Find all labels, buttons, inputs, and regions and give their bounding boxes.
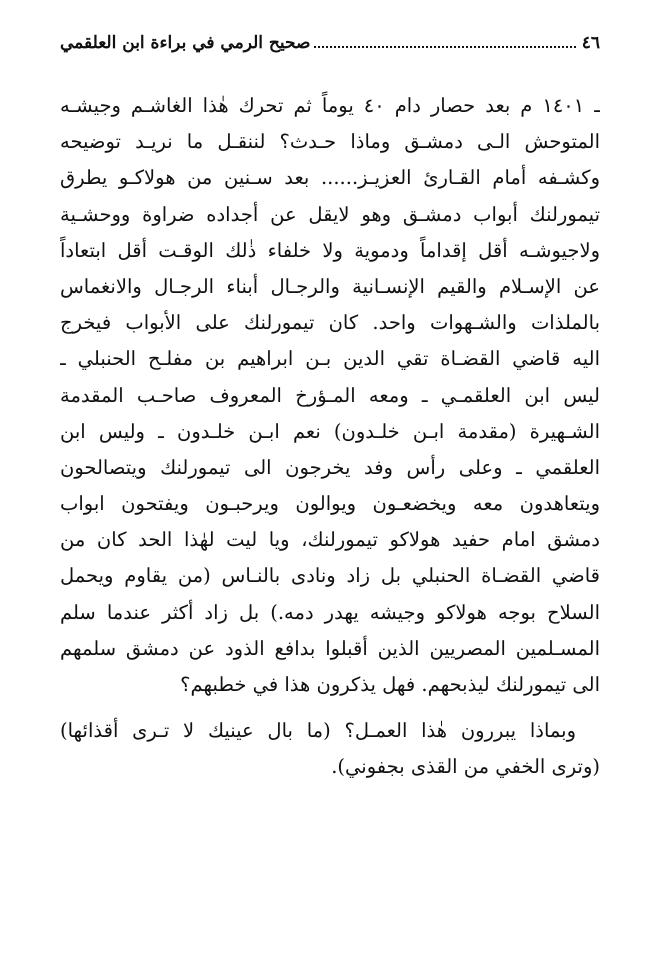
text-line: قاضي القضـاة الحنبلي بل زاد ونادى بالنـاس (من يقاوم ويحمل: [60, 564, 600, 588]
paragraph-2: [60, 713, 600, 785]
text-line: الى تيمورلنك ليذبحهم. فهل يذكرون هذا في خطبهم؟: [180, 673, 600, 696]
text-line: ولاجيوشـه أقل إقداماً ودموية ولا خلفاء ذٰلك الوقـت أقل ابتعاداً: [60, 238, 600, 262]
book-title: صحيح الرمي في براءة ابن العلقمي: [60, 33, 311, 53]
text-line: السلاح بوجه هولاكو وجيشه يهدر دمه.) بل زاد أكثر عندما سلم: [60, 600, 600, 624]
text-line: العلقمي ـ وعلى رأس وفد يخرجون الى تيمورلنك ويتصالحون: [60, 455, 600, 479]
paragraph-1: [60, 88, 600, 703]
text-line: اليه قاضي القضـاة تقي الدين بـن ابراهيم بن مفلـح الحنبلي ـ: [60, 347, 600, 371]
text-line: تيمورلنك أبواب دمشـق وهو لايقل عن أجداده ضراوة ووحشـية: [60, 202, 600, 226]
text-line: المسـلمين المصريين الذين أقبلوا بدافع الذود عن دمشق سلمهم: [60, 636, 600, 660]
text-line: (وترى الخفي من القذى بجفوني).: [331, 755, 600, 779]
running-header: [60, 30, 600, 56]
text-line: دمشق امام حفيد هولاكو تيمورلنك، ويا ليت لهٰذا الحد كان من: [60, 528, 600, 552]
paragraph-gap: [60, 703, 600, 713]
text-line: وكشـفه أمام القـارئ العزيـز...... بعد سـنين من هولاكـو يطرق: [60, 166, 600, 190]
text-line: ـ ١٤٠١ م بعد حصار دام ٤٠ يوماً ثم تحرك هٰذا الغاشـم وجيشـه: [60, 94, 600, 117]
body-text: [60, 88, 600, 786]
text-line: ويتعاهدون معه ويخضعـون ويوالون ويرحبـون ويفتحون ابواب: [60, 492, 600, 516]
text-line: عن الإسـلام والقيم الإنسـانية والرجـال أبناء الرجـال والانغماس: [60, 274, 600, 298]
text-line: ليس ابن العلقمـي ـ ومعه المـؤرخ المعروف صاحـب المقدمة: [60, 383, 600, 407]
text-line: بالملذات والشـهوات واحد. كان تيمورلنك على الأبواب فيخرج: [60, 311, 600, 335]
text-line: وبماذا يبررون هٰذا العمـل؟ (ما بال عينيك لا تـرى أقذائها): [60, 719, 576, 743]
page-number: ٤٦: [581, 33, 600, 53]
dot-leader: [314, 46, 575, 48]
text-line: الشـهيرة (مقدمة ابـن خلـدون) نعم ابـن خلـدون ـ وليس ابن: [60, 419, 600, 443]
text-line: المتوحش الـى دمشـق وماذا حـدث؟ لننقـل ما نريـد توضيحه: [60, 130, 600, 154]
